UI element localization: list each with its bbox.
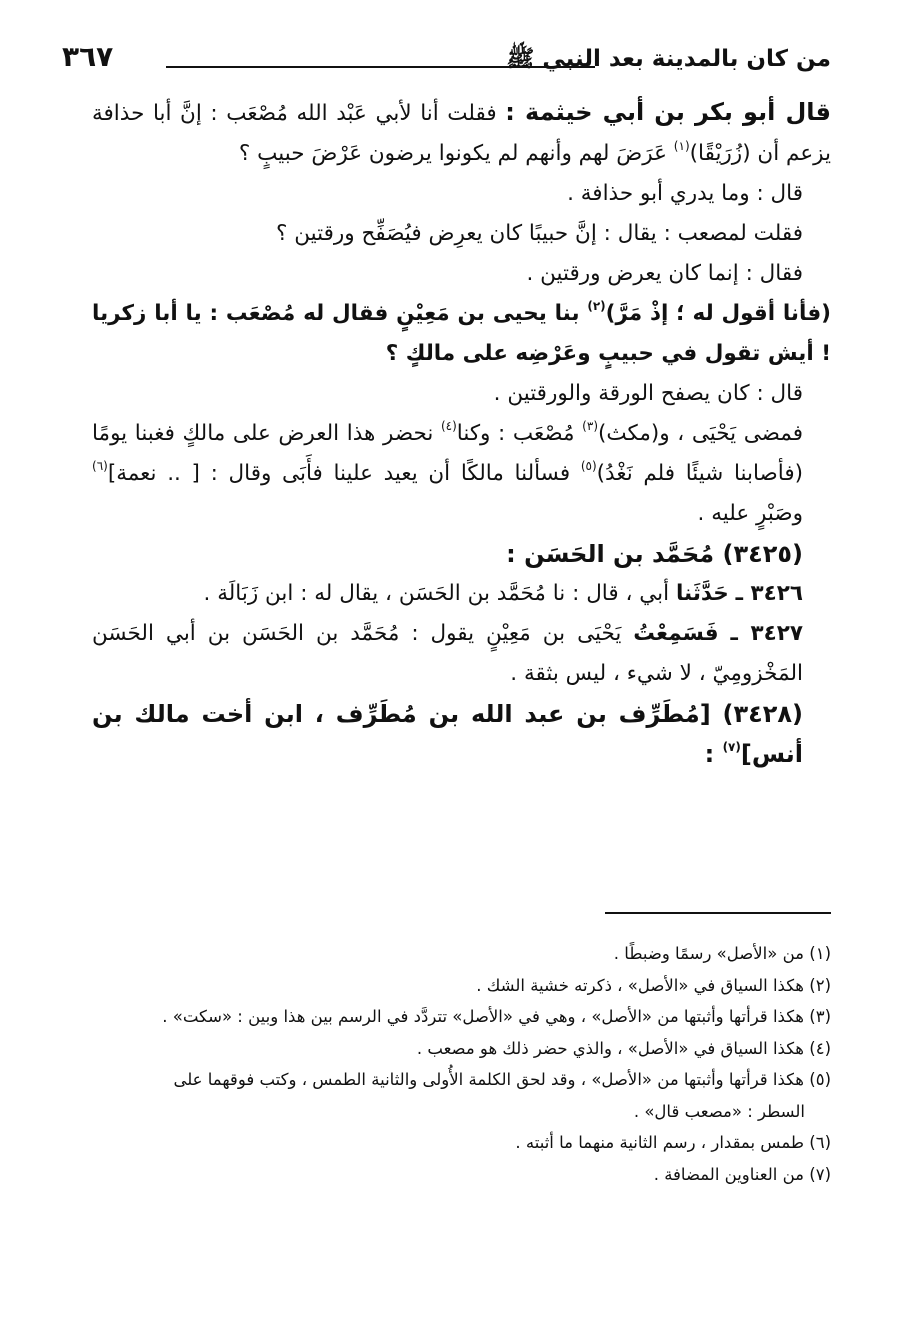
entry-number: ٣٤٢٧ ـ: [730, 621, 803, 646]
footnote: السطر : «مصعب قال» .: [633, 1101, 805, 1121]
paragraph-text: فقلت أنا لأبي عَبْد الله مُصْعَب : إنَّ أبا حذافة يزعم أن (زُرَيْقًا): [92, 101, 831, 166]
narration-verb: حَدَّثَنا: [675, 581, 729, 606]
header-rule: [166, 66, 595, 68]
footnote-ref: (٤): [440, 418, 457, 433]
paragraph-text: وصَبْرٍ عليه .: [697, 501, 803, 526]
footnote: (١) من «الأصل» رسمًا وضبطًا .: [613, 944, 831, 963]
paragraph-text: نحضر هذا العرض على مالكٍ فغبنا يومًا (فأصابنا شيئًا فلم نَغْدُ): [92, 421, 804, 486]
footnote: (٦) طمس بمقدار ، رسم الثانية منهما ما أثبته .: [515, 1133, 831, 1152]
footnote-ref: (٣): [582, 418, 598, 433]
paragraph: قال : كان يصفح الورقة والورقتين .: [493, 381, 803, 406]
footnote-ref: (٥): [580, 458, 597, 473]
footnote-ref: (٧): [722, 740, 741, 754]
footnote: (٧) من العناوين المضافة .: [653, 1164, 831, 1184]
page-header: [62, 38, 831, 82]
paragraph-text: (فأنا أقول له ؛ إذْ مَرَّ): [605, 301, 831, 326]
footnote: (٢) هكذا السياق في «الأصل» ، ذكرته خشية الشك .: [476, 975, 831, 995]
paragraph-text: عَرَضَ لهم وأنهم لم يكونوا يرضون عَرْضَ حبيبٍ ؟: [238, 141, 674, 166]
paragraph: [92, 574, 831, 614]
main-text: [92, 92, 831, 774]
footnote-ref: (١): [673, 138, 690, 153]
footnote: (٣) هكذا قرأتها وأثبتها من «الأصل» ، وهي في «الأصل» تتردَّد في الرسم بين هذا وبين : «سكت» .: [162, 1007, 831, 1026]
running-title: من كان بالمدينة بعد النبي ﷺ: [506, 46, 831, 72]
heading-text: (٣٤٢٨) [مُطَرِّف بن عبد الله بن مُطَرِّف ، ابن أخت مالك بن أنس]: [92, 700, 803, 768]
paragraph: [92, 294, 831, 374]
entry-number: ٣٤٢٦ ـ: [735, 581, 803, 606]
footnote: (٥) هكذا قرأتها وأثبتها من «الأصل» ، وقد لحق الكلمة الأُولى والثانية الطمس ، وكتب فوقهما على: [173, 1070, 831, 1089]
paragraph-text: فسألنا مالكًا أن يعيد علينا فأَبَى وقال : [ .. نعمة]: [107, 461, 581, 486]
paragraph: [92, 614, 831, 694]
footnote-rule: [605, 912, 831, 914]
footnote-ref: (٢): [587, 298, 606, 313]
paragraph: [92, 92, 831, 174]
paragraph: [92, 414, 831, 534]
paragraph: فقلت لمصعب : يقال : إنَّ حبيبًا كان يعرِض فيُصَفِّح ورقتين ؟: [275, 221, 803, 246]
paragraph-text: بنا يحيى بن مَعِيْنٍ فقال له مُصْعَب : يا أبا زكريا ! أيش تقول في حبيبٍ وعَرْضِه على مالكٍ ؟: [92, 301, 831, 366]
entry-heading: (٣٤٢٥) مُحَمَّد بن الحَسَن :: [506, 540, 803, 568]
heading-text: :: [704, 740, 723, 768]
paragraph: فقال : إنما كان يعرض ورقتين .: [526, 261, 803, 286]
footnote: (٤) هكذا السياق في «الأصل» ، والذي حضر ذلك هو مصعب .: [416, 1038, 831, 1058]
paragraph: قال : وما يدري أبو حذافة .: [567, 181, 803, 206]
entry-heading: [92, 694, 831, 774]
footnote-ref: (٦): [92, 458, 108, 473]
paragraph-text: مُصْعَب : وكنا: [456, 421, 583, 446]
paragraph-text: فمضى يَحْيَى ، و(مكث): [598, 421, 803, 446]
narrator-lead: قال أبو بكر بن أبي خيثمة :: [505, 98, 831, 126]
page-number: ٣٦٧: [62, 40, 114, 73]
footnotes: [92, 938, 831, 1190]
paragraph-text: أبي ، قال : نا مُحَمَّد بن الحَسَن ، يقال له : ابن زَبَالَة .: [203, 581, 676, 606]
paragraph-text: يَحْيَى بن مَعِيْنٍ يقول : مُحَمَّد بن الحَسَن بن أبي الحَسَن المَخْزومِيّ ، لا شيء ، ليس بثقة .: [92, 621, 803, 686]
narration-verb: فَسَمِعْتُ: [633, 621, 719, 646]
